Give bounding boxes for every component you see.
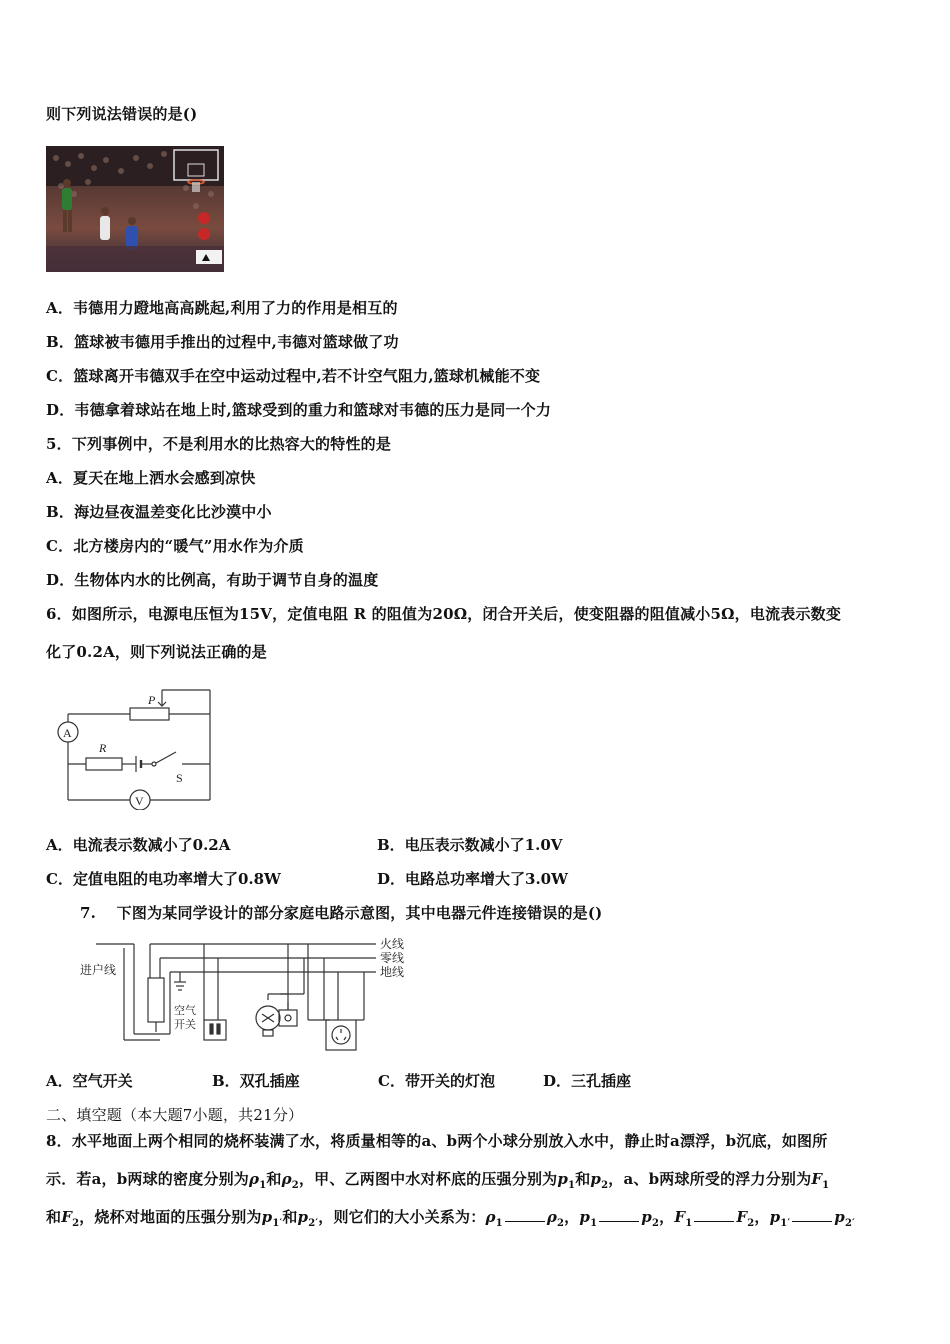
basketball-photo bbox=[46, 146, 224, 272]
q4-option-d: D．韦德拿着球站在地上时,篮球受到的重力和篮球对韦德的压力是同一个力 bbox=[46, 401, 552, 419]
sub: 2′ bbox=[845, 1218, 855, 1229]
q5-option-c: C．北方楼房内的“暖气”用水作为介质 bbox=[46, 537, 304, 555]
sub: 2 bbox=[747, 1218, 755, 1229]
q8-line3: 和$F_2$，烧杯对地面的压强分别为$p_{1'}$和$p_{2'}$，则它们的大小关系为：$\rho_1$ $\rho_2$，$p_1$ $p_2$，$F_1$ $F_2$，$p_{1'}$ $p_{2'}$ bbox=[46, 1208, 855, 1229]
label-breaker-2: 开关 bbox=[174, 1018, 196, 1031]
sub: 2 bbox=[557, 1218, 565, 1229]
sub: 1 bbox=[568, 1180, 576, 1191]
q8-line3-b: ，烧杯对地面的压强分别为 bbox=[79, 1208, 262, 1226]
sub: 1′ bbox=[780, 1218, 791, 1229]
q7-option-d: D．三孔插座 bbox=[543, 1072, 632, 1090]
sym-p: p bbox=[769, 1208, 781, 1226]
and-text: 和 bbox=[282, 1208, 298, 1226]
sym-p: p bbox=[590, 1170, 602, 1188]
label-entry-line: 进户线 bbox=[80, 963, 117, 977]
q5-option-a: A．夏天在地上洒水会感到凉快 bbox=[46, 469, 256, 487]
q6-option-a: A．电流表示数减小了0.2A bbox=[46, 836, 231, 854]
q5-option-d: D．生物体内水的比例高，有助于调节自身的温度 bbox=[46, 571, 379, 589]
answer-blank-2[interactable] bbox=[599, 1209, 639, 1222]
q7-household-circuit-diagram bbox=[76, 934, 416, 1056]
q4-option-a: A．韦德用力蹬地高高跳起,利用了力的作用是相互的 bbox=[46, 299, 398, 317]
q4-option-b: B．篮球被韦德用手推出的过程中,韦德对篮球做了功 bbox=[46, 333, 399, 351]
sub: 1 bbox=[685, 1218, 693, 1229]
sub: 1′ bbox=[272, 1218, 283, 1229]
label-a: A bbox=[63, 726, 72, 740]
q4-option-c: C．篮球离开韦德双手在空中运动过程中,若不计空气阻力,篮球机械能不变 bbox=[46, 367, 541, 385]
sym-p: p bbox=[641, 1208, 652, 1226]
q5-stem: 5．下列事例中，不是利用水的比热容大的特性的是 bbox=[46, 435, 392, 453]
sub: 1 bbox=[822, 1180, 830, 1191]
sub: 1 bbox=[259, 1180, 267, 1191]
sub: 1 bbox=[590, 1218, 598, 1229]
label-neutral: 零线 bbox=[380, 951, 405, 965]
sym-f: F bbox=[811, 1170, 823, 1188]
q6-circuit-diagram bbox=[52, 684, 222, 810]
q7-stem: 7. 下图为某同学设计的部分家庭电路示意图，其中电器元件连接错误的是() bbox=[80, 904, 603, 922]
q6-stem-line1: 6．如图所示，电源电压恒为15V，定值电阻 R 的阻值为20Ω，闭合开关后，使变阻器的阻值减小5Ω，电流表示数变 bbox=[46, 605, 842, 623]
q8-line2 bbox=[46, 1168, 829, 1191]
q6-stem-line2: 化了0.2A，则下列说法正确的是 bbox=[46, 643, 267, 661]
q6-option-d: D．电路总功率增大了3.0W bbox=[377, 870, 568, 888]
sub: 2 bbox=[291, 1180, 299, 1191]
label-v: V bbox=[135, 794, 144, 808]
answer-blank-1[interactable] bbox=[505, 1209, 545, 1222]
sym-rho: ρ bbox=[281, 1170, 292, 1188]
q8-line2-a: 示．若a，b两球的密度分别为 bbox=[46, 1170, 250, 1188]
sub: 2 bbox=[72, 1218, 80, 1229]
basketball-photo-drawing bbox=[46, 146, 224, 272]
sym-p: p bbox=[579, 1208, 591, 1226]
sub: 1 bbox=[495, 1218, 503, 1229]
sym-rho: ρ bbox=[249, 1170, 260, 1188]
sym-p: p bbox=[261, 1208, 273, 1226]
q7-option-a: A．空气开关 bbox=[46, 1072, 133, 1090]
q8-line2-c: ，a、b两球所受的浮力分别为 bbox=[608, 1170, 812, 1188]
label-r: R bbox=[99, 741, 107, 755]
q8-line3-a: 和 bbox=[46, 1208, 62, 1226]
sym-rho: ρ bbox=[485, 1208, 496, 1226]
section-heading: 二、填空题（本大题7小题，共21分） bbox=[46, 1106, 304, 1124]
q8-line2-b: ，甲、乙两图中水对杯底的压强分别为 bbox=[298, 1170, 558, 1188]
and-text: 和 bbox=[575, 1170, 591, 1188]
q7-option-b: B．双孔插座 bbox=[212, 1072, 300, 1090]
q8-line1: 8．水平地面上两个相同的烧杯装满了水，将质量相等的a、b两个小球分别放入水中，静止时a漂浮，b沉底，如图所 bbox=[46, 1132, 828, 1150]
sym-p: p bbox=[297, 1208, 309, 1226]
q7-option-c: C．带开关的灯泡 bbox=[378, 1072, 495, 1090]
sym-f: F bbox=[674, 1208, 686, 1226]
sym-p: p bbox=[557, 1170, 569, 1188]
answer-blank-4[interactable] bbox=[792, 1209, 832, 1222]
label-live: 火线 bbox=[380, 937, 405, 951]
label-breaker-1: 空气 bbox=[174, 1004, 196, 1017]
sym-f: F bbox=[61, 1208, 73, 1226]
sym-p: p bbox=[834, 1208, 845, 1226]
and-text: 和 bbox=[266, 1170, 282, 1188]
q5-option-b: B．海边昼夜温差变化比沙漠中小 bbox=[46, 503, 272, 521]
sub: 2 bbox=[601, 1180, 609, 1191]
label-earth: 地线 bbox=[380, 965, 405, 979]
sym-rho: ρ bbox=[546, 1208, 557, 1226]
q4-stem: 则下列说法错误的是() bbox=[46, 105, 198, 123]
q8-line3-c: ，则它们的大小关系为： bbox=[318, 1208, 486, 1226]
sub: 2 bbox=[651, 1218, 660, 1229]
q6-option-c: C．定值电阻的电功率增大了0.8W bbox=[46, 870, 281, 888]
q6-option-b: B．电压表示数减小了1.0V bbox=[377, 836, 563, 854]
label-p: P bbox=[148, 693, 156, 707]
sym-f: F bbox=[736, 1208, 748, 1226]
sub: 2′ bbox=[308, 1218, 319, 1229]
answer-blank-3[interactable] bbox=[694, 1209, 734, 1222]
label-s: S bbox=[176, 771, 183, 785]
